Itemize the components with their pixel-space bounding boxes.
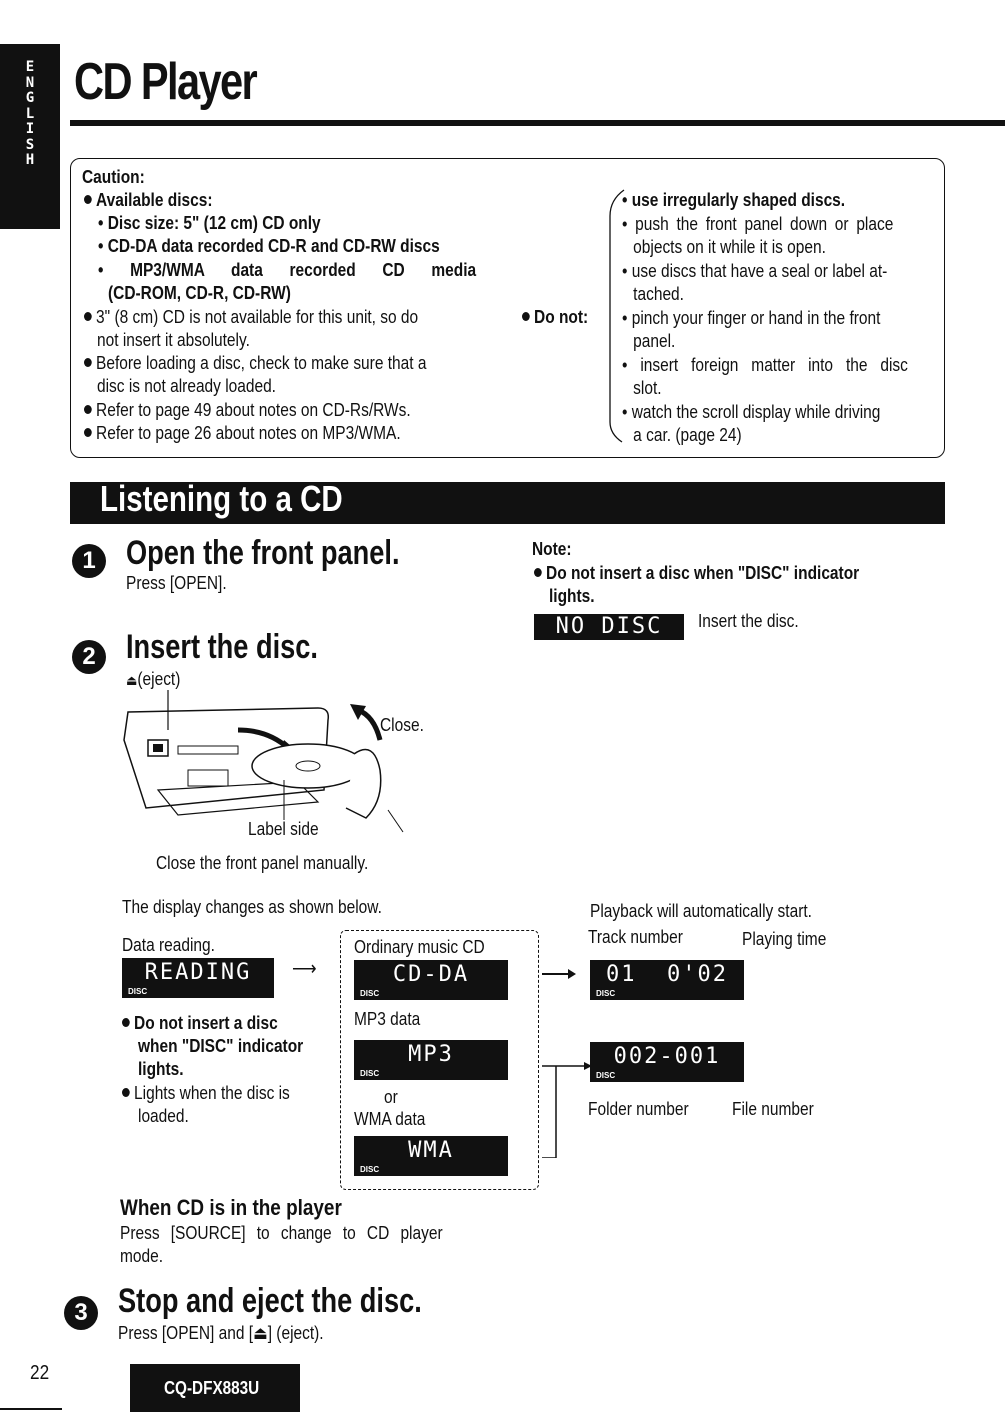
note-line1: Do not insert a disc when "DISC" indicator bbox=[534, 562, 859, 586]
note-heading: Note: bbox=[532, 539, 572, 559]
track-number-label: Track number bbox=[588, 927, 683, 947]
do-not-item: a car. (page 24) bbox=[633, 425, 742, 445]
mp3-data-label: MP3 data bbox=[354, 1009, 421, 1029]
do-not-item: • push the front panel down or place bbox=[622, 213, 894, 234]
title-rule bbox=[70, 120, 1005, 126]
step-1-badge: 1 bbox=[72, 544, 106, 578]
warn-line3: lights. bbox=[138, 1059, 184, 1079]
disc-size: • Disc size: 5" (12 cm) CD only bbox=[98, 213, 321, 233]
lcd-cdda: CD-DA DISC bbox=[354, 960, 508, 1000]
step-2-caption: Close the front panel manually. bbox=[156, 853, 369, 873]
label-side: Label side bbox=[248, 819, 319, 839]
do-not-list bbox=[622, 189, 954, 448]
bullet-before-2: disc is not already loaded. bbox=[97, 376, 276, 396]
mp3wma-media-2: (CD-ROM, CD-R, CD-RW) bbox=[108, 283, 291, 303]
mp3wma-media: • MP3/WMA data recorded CD media bbox=[98, 260, 477, 280]
page-title: CD Player bbox=[74, 53, 257, 111]
section-number: 7 bbox=[25, 234, 35, 250]
available-discs: Available discs: bbox=[84, 189, 212, 213]
bullet-ref49: Refer to page 49 about notes on CD-Rs/RWs. bbox=[84, 399, 411, 423]
model-badge bbox=[130, 1364, 300, 1412]
playback-start: Playback will automatically start. bbox=[590, 901, 812, 921]
bullet-ref26: Refer to page 26 about notes on MP3/WMA. bbox=[84, 422, 401, 446]
do-not-item: slot. bbox=[633, 378, 662, 398]
step-3-badge: 3 bbox=[64, 1296, 98, 1330]
when-cd-line2: mode. bbox=[120, 1246, 164, 1266]
lcd-folder-file: 002-001 DISC bbox=[590, 1042, 744, 1082]
bullet-3inch-2: not insert it absolutely. bbox=[97, 330, 250, 350]
lcd-reading: READING DISC bbox=[122, 958, 274, 998]
step-2-title: Insert the disc. bbox=[126, 628, 318, 666]
do-not-item: panel. bbox=[633, 331, 676, 351]
lcd-no-disc: NO DISC bbox=[534, 614, 684, 640]
do-not-label: Do not: bbox=[522, 306, 588, 330]
lights-line2: loaded. bbox=[138, 1106, 189, 1126]
data-reading: Data reading. bbox=[122, 935, 215, 955]
note-insert: Insert the disc. bbox=[698, 611, 799, 631]
cdda-discs: • CD-DA data recorded CD-R and CD-RW discs bbox=[98, 236, 440, 256]
page-number: 22 bbox=[30, 1362, 50, 1384]
language-tab bbox=[0, 44, 60, 250]
file-number-label: File number bbox=[732, 1099, 814, 1119]
lcd-wma: WMA DISC bbox=[354, 1136, 508, 1176]
bullet-3inch: 3" (8 cm) CD is not available for this unit, so do bbox=[84, 306, 418, 330]
warn-line2: when "DISC" indicator bbox=[138, 1036, 304, 1056]
step-3-instruction: Press [OPEN] and [⏏] (eject). bbox=[118, 1323, 324, 1343]
do-not-item: objects on it while it is open. bbox=[633, 237, 826, 257]
lcd-track: 01 0'02 DISC bbox=[590, 960, 744, 1000]
do-not-item: tached. bbox=[633, 284, 684, 304]
when-cd-title: When CD is in the player bbox=[120, 1195, 342, 1220]
step-1-instruction: Press [OPEN]. bbox=[126, 573, 227, 593]
close-label: Close. bbox=[380, 715, 424, 735]
section-banner-title: Listening to a CD bbox=[100, 478, 343, 519]
eject-label: ⏏(eject) bbox=[126, 669, 181, 689]
do-not-item: • use discs that have a seal or label at- bbox=[622, 260, 888, 281]
step-1-title: Open the front panel. bbox=[126, 534, 400, 572]
when-cd-line1: Press [SOURCE] to change to CD player bbox=[120, 1223, 443, 1243]
footer-rule bbox=[0, 1408, 62, 1410]
eject-icon: ⏏ bbox=[126, 672, 138, 688]
connector-arrows bbox=[538, 958, 598, 1158]
step-2-badge: 2 bbox=[72, 640, 106, 674]
display-changes: The display changes as shown below. bbox=[122, 897, 382, 917]
warn-line1: Do not insert a disc bbox=[122, 1012, 278, 1036]
caution-heading: Caution: bbox=[82, 167, 145, 187]
bullet-before: Before loading a disc, check to make sure that a bbox=[84, 352, 426, 376]
do-not-item: • watch the scroll display while driving bbox=[622, 401, 881, 422]
or-label: or bbox=[384, 1087, 398, 1107]
ordinary-cd-label: Ordinary music CD bbox=[354, 937, 485, 957]
playing-time-label: Playing time bbox=[742, 929, 827, 949]
do-not-item: • use irregularly shaped discs. bbox=[622, 190, 846, 210]
do-not-item: • pinch your finger or hand in the front bbox=[622, 307, 881, 328]
arrow-right-icon: ⟶ bbox=[292, 958, 317, 980]
folder-number-label: Folder number bbox=[588, 1099, 689, 1119]
lcd-mp3: MP3 DISC bbox=[354, 1040, 508, 1080]
step-3-title: Stop and eject the disc. bbox=[118, 1282, 422, 1320]
do-not-item: • insert foreign matter into the disc bbox=[622, 354, 908, 375]
model-label: CQ-DFX883U bbox=[164, 1378, 260, 1398]
wma-data-label: WMA data bbox=[354, 1109, 426, 1129]
language-tab-letters: E N G L I S H bbox=[25, 59, 35, 168]
note-line2: lights. bbox=[549, 586, 595, 606]
lights-line1: Lights when the disc is bbox=[122, 1082, 290, 1106]
